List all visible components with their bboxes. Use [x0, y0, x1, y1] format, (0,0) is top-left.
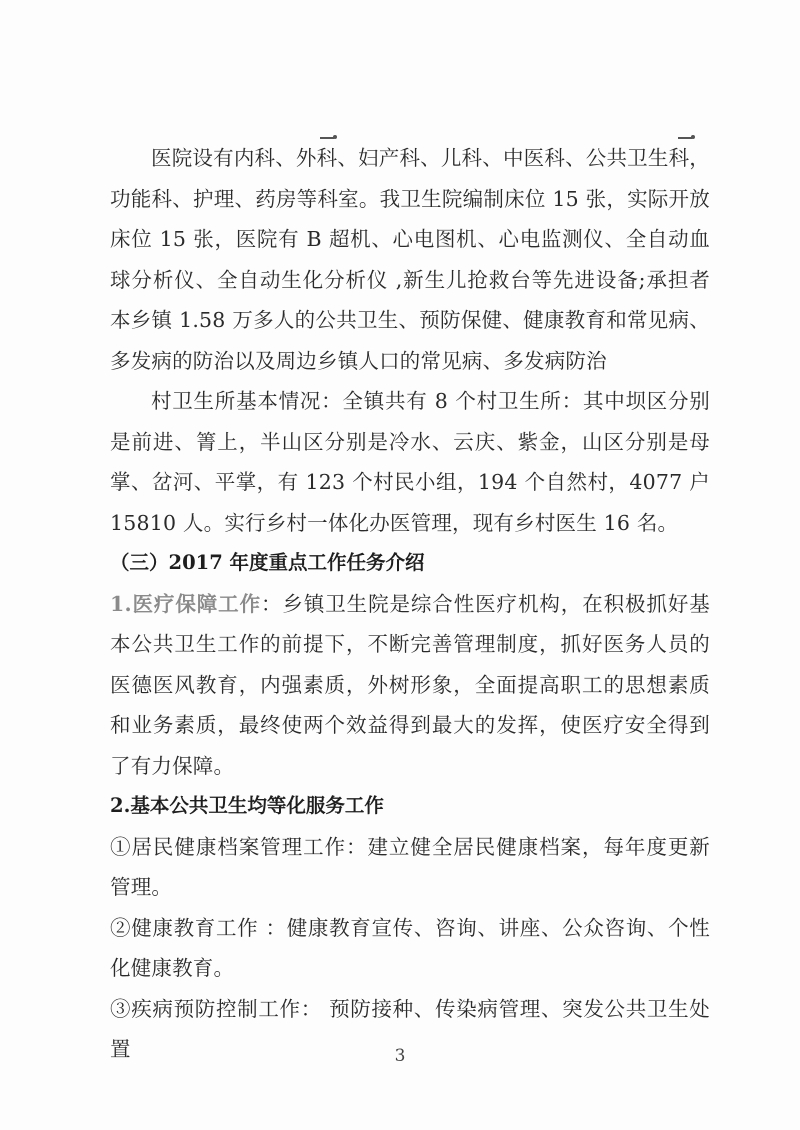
page-number: 3: [394, 1046, 406, 1066]
item-label: 1.医疗保障工作: [110, 591, 261, 616]
section-heading: （三）2017 年度重点工作任务介绍: [110, 551, 425, 574]
paragraph-hospital-overview: 医院设有内科、外科、妇产科、儿科、中医科、公共卫生科，功能科、护理、药房等科室。我卫生院编制床位 15 张，实际开放床位 15 张，医院有 B 超机、心电图机、心电监测仪、全自动血球分析仪、全自动生化分析仪 ,新生儿抢救台等先进设备;承担者本乡镇 1.58 万多人的公共卫生、预防保健、健康教育和常见病、多发病的防治以及周边乡镇人口的常见病、多发病防治: [110, 146, 710, 373]
subitem-health-education: ②健康教育工作 ：健康教育宣传、咨询、讲座、公众咨询、个性化健康教育。: [110, 915, 710, 980]
subitem-health-records: ①居民健康档案管理工作：建立健全居民健康档案，每年度更新管理。: [110, 834, 710, 899]
paragraph-village-clinics: 村卫生所基本情况：全镇共有 8 个村卫生所：其中坝区分别是前进、箐上，半山区分别是冷水、云庆、紫金，山区分别是母掌、岔河、平掌，有 123 个村民小组，194 个自然村，4077 户 15810 人。实行乡村一体化办医管理，现有乡村医生 16 名。: [110, 389, 710, 535]
item-text: ：乡镇卫生院是综合性医疗机构，在积极抓好基本公共卫生工作的前提下，不断完善管理制度，抓好医务人员的医德医风教育，内强素质，外树形象，全面提高职工的思想素质和业务素质，最终使两个效益得到最大的发挥，使医疗安全得到了有力保障。: [110, 591, 710, 778]
subitem-disease-control: ③疾病预防控制工作： 预防接种、传染病管理、突发公共卫生处置: [110, 996, 710, 1061]
document-body: [110, 138, 710, 1070]
subsection-heading: 2.基本公共卫生均等化服务工作: [110, 794, 384, 817]
item-medical-security: [110, 584, 710, 787]
